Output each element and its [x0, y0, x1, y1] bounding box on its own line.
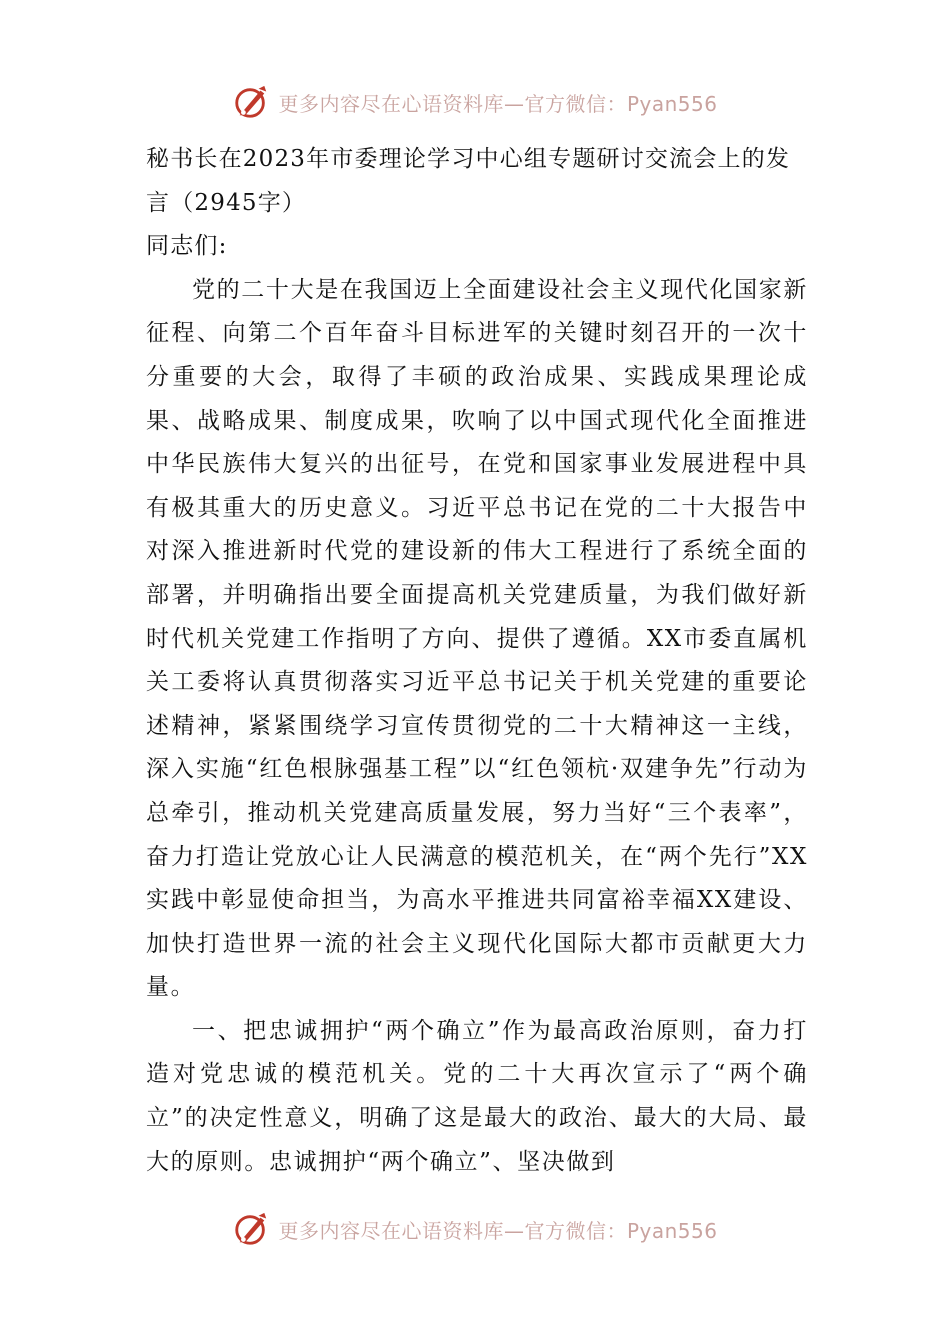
document-title: 秘书长在2023年市委理论学习中心组专题研讨交流会上的发言（2945字）	[146, 146, 791, 216]
watermark-group	[232, 1210, 717, 1248]
watermark-banner-top	[0, 80, 950, 124]
watermark-banner-bottom	[0, 1207, 950, 1251]
watermark-text: 更多内容尽在心语资料库—官方微信：Pyan556	[278, 1218, 718, 1243]
watermark-group	[232, 83, 717, 121]
pen-circle-icon	[232, 83, 270, 121]
paragraph-intro: 党的二十大是在我国迈上全面建设社会主义现代化国家新征程、向第二个百年奋斗目标进军的关键时刻召开的一次十分重要的大会，取得了丰硕的政治成果、实践成果理论成果、战略成果、制度成果，吹响了以中国式现代化全面推进中华民族伟大复兴的出征号，在党和国家事业发展进程中具有极其重大的历史意义。习近平总书记在党的二十大报告中对深入推进新时代党的建设新的伟大工程进行了系统全面的部署，并明确指出要全面提高机关党建质量，为我们做好新时代机关党建工作指明了方向、提供了遵循。XX市委直属机关工委将认真贯彻落实习近平总书记关于机关党建的重要论述精神，紧紧围绕学习宣传贯彻党的二十大精神这一主线，深入实施“红色根脉强基工程”以“红色领杭·双建争先”行动为总牵引，推动机关党建高质量发展，努力当好“三个表率”，奋力打造让党放心让人民满意的模范机关，在“两个先行”XX实践中彰显使命担当，为高水平推进共同富裕幸福XX建设、加快打造世界一流的社会主义现代化国际大都市贡献更大力量。	[146, 276, 808, 1001]
watermark-text: 更多内容尽在心语资料库—官方微信：Pyan556	[278, 91, 718, 116]
pen-circle-icon	[232, 1210, 270, 1248]
salutation: 同志们:	[146, 233, 228, 260]
paragraph-section-one: 一、把忠诚拥护“两个确立”作为最高政治原则，奋力打造对党忠诚的模范机关。党的二十大再次宣示了“两个确立”的决定性意义，明确了这是最大的政治、最大的大局、最大的原则。忠诚拥护“两个确立”、坚决做到	[146, 1017, 808, 1175]
document-body	[146, 138, 808, 1184]
